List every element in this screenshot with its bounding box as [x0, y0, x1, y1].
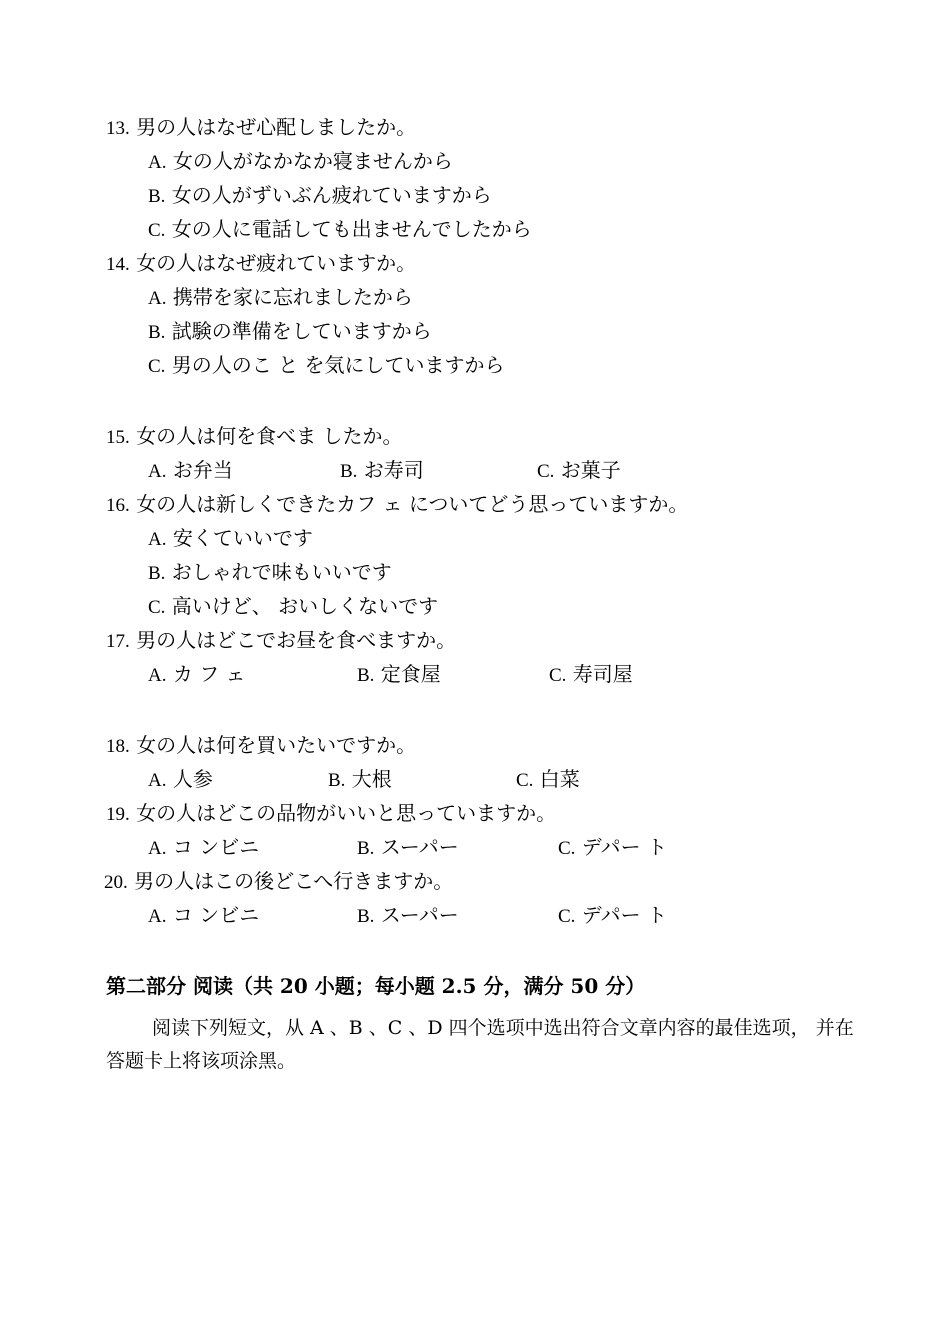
option-text: 試験の準備をしていますから [171, 319, 432, 343]
question-14-option-a [148, 284, 413, 312]
question-14-option-c [148, 352, 505, 380]
option-c [516, 766, 580, 794]
question-number: 13. [106, 118, 130, 139]
question-16-option-b [148, 559, 392, 587]
option-text: デパー ト [581, 903, 667, 927]
question-13-option-a [148, 148, 453, 176]
option-letter: B. [148, 563, 166, 584]
option-text: 寿司屋 [572, 662, 633, 686]
option-text: お寿司 [363, 458, 424, 482]
option-text: 女の人がなかなか寝ませんから [172, 149, 453, 173]
option-c [558, 902, 667, 930]
option-text: 高いけど、 おいしくないです [171, 594, 439, 618]
option-letter: C. [148, 356, 166, 377]
option-letter: B. [340, 461, 358, 482]
question-15 [106, 423, 402, 451]
question-16-option-a [148, 525, 313, 553]
option-text: 人参 [172, 767, 213, 791]
option-letter: C. [148, 220, 166, 241]
question-14-option-b [148, 318, 432, 346]
question-18 [106, 732, 416, 760]
question-17 [106, 627, 456, 655]
option-text: お弁当 [172, 458, 233, 482]
question-text: 男の人はどこでお昼を食べますか。 [136, 628, 457, 652]
question-16-option-c [148, 593, 438, 621]
question-13-option-b [148, 182, 492, 210]
question-14 [106, 250, 416, 278]
option-a [148, 661, 246, 689]
option-letter: B. [148, 322, 166, 343]
option-letter: C. [516, 770, 534, 791]
question-number: 16. [106, 495, 130, 516]
question-20 [104, 868, 453, 896]
option-c [558, 834, 667, 862]
question-text: 女の人はどこの品物がいいと思っていますか。 [136, 801, 557, 825]
option-letter: C. [148, 597, 166, 618]
question-number: 14. [106, 254, 130, 275]
question-number: 19. [106, 804, 130, 825]
question-text: 女の人は新しくできたカフ ェ についてどう思っていますか。 [136, 492, 689, 516]
option-b [357, 834, 459, 862]
question-13-option-c [148, 216, 532, 244]
option-text: お菓子 [560, 458, 621, 482]
option-letter: A. [148, 529, 167, 550]
question-13 [106, 114, 416, 142]
question-text: 女の人は何を食べま したか。 [136, 424, 403, 448]
question-text: 男の人はこの後どこへ行きますか。 [134, 869, 454, 893]
option-a [148, 834, 259, 862]
option-letter: C. [549, 665, 567, 686]
option-letter: B. [328, 770, 346, 791]
option-text: 大根 [351, 767, 392, 791]
question-number: 20. [104, 872, 128, 893]
option-text: 女の人がずいぶん疲れていますから [171, 183, 492, 207]
option-a [148, 457, 233, 485]
option-letter: A. [148, 152, 167, 173]
option-a [148, 902, 259, 930]
option-letter: A. [148, 461, 167, 482]
option-text: 安くていいです [172, 526, 313, 550]
option-text: 携帯を家に忘れましたから [172, 285, 413, 309]
option-text: コ ンビニ [172, 903, 260, 927]
option-text: コ ンビニ [172, 835, 260, 859]
option-c [537, 457, 621, 485]
option-text: スーパー [380, 835, 459, 859]
option-text: 女の人に電話しても出ませんでしたから [171, 217, 532, 241]
question-text: 女の人は何を買いたいですか。 [136, 733, 417, 757]
option-letter: A. [148, 288, 167, 309]
option-text: 定食屋 [380, 662, 441, 686]
question-number: 18. [106, 736, 130, 757]
option-c [549, 661, 633, 689]
question-text: 女の人はなぜ疲れていますか。 [136, 251, 417, 275]
question-number: 15. [106, 427, 130, 448]
option-letter: A. [148, 665, 167, 686]
option-letter: C. [558, 906, 576, 927]
option-text: スーパー [380, 903, 459, 927]
option-letter: B. [357, 838, 375, 859]
option-b [357, 661, 441, 689]
option-text: カ フ ェ [172, 662, 246, 686]
section-instruction: 阅读下列短文，从 A 、B 、C 、D 四个选项中选出符合文章内容的最佳选项， 并在答题卡上将该项涂黑。 [106, 1017, 854, 1072]
option-letter: C. [537, 461, 555, 482]
question-19 [106, 800, 556, 828]
question-number: 17. [106, 631, 130, 652]
option-b [328, 766, 392, 794]
option-text: デパー ト [581, 835, 667, 859]
option-text: おしゃれで味もいいです [171, 560, 392, 584]
option-letter: A. [148, 906, 167, 927]
option-letter: B. [357, 665, 375, 686]
option-a [148, 766, 213, 794]
option-b [340, 457, 424, 485]
option-text: 男の人のこ と を気にしていますから [171, 353, 505, 377]
option-letter: A. [148, 838, 167, 859]
option-letter: B. [357, 906, 375, 927]
section-title: 第二部分 阅读（共 20 小题；每小题 2.5 分，满分 50 分） [106, 974, 646, 998]
option-b [357, 902, 459, 930]
option-letter: B. [148, 186, 166, 207]
option-text: 白菜 [539, 767, 580, 791]
question-16 [106, 491, 688, 519]
option-letter: C. [558, 838, 576, 859]
option-letter: A. [148, 770, 167, 791]
question-text: 男の人はなぜ心配しましたか。 [136, 115, 417, 139]
